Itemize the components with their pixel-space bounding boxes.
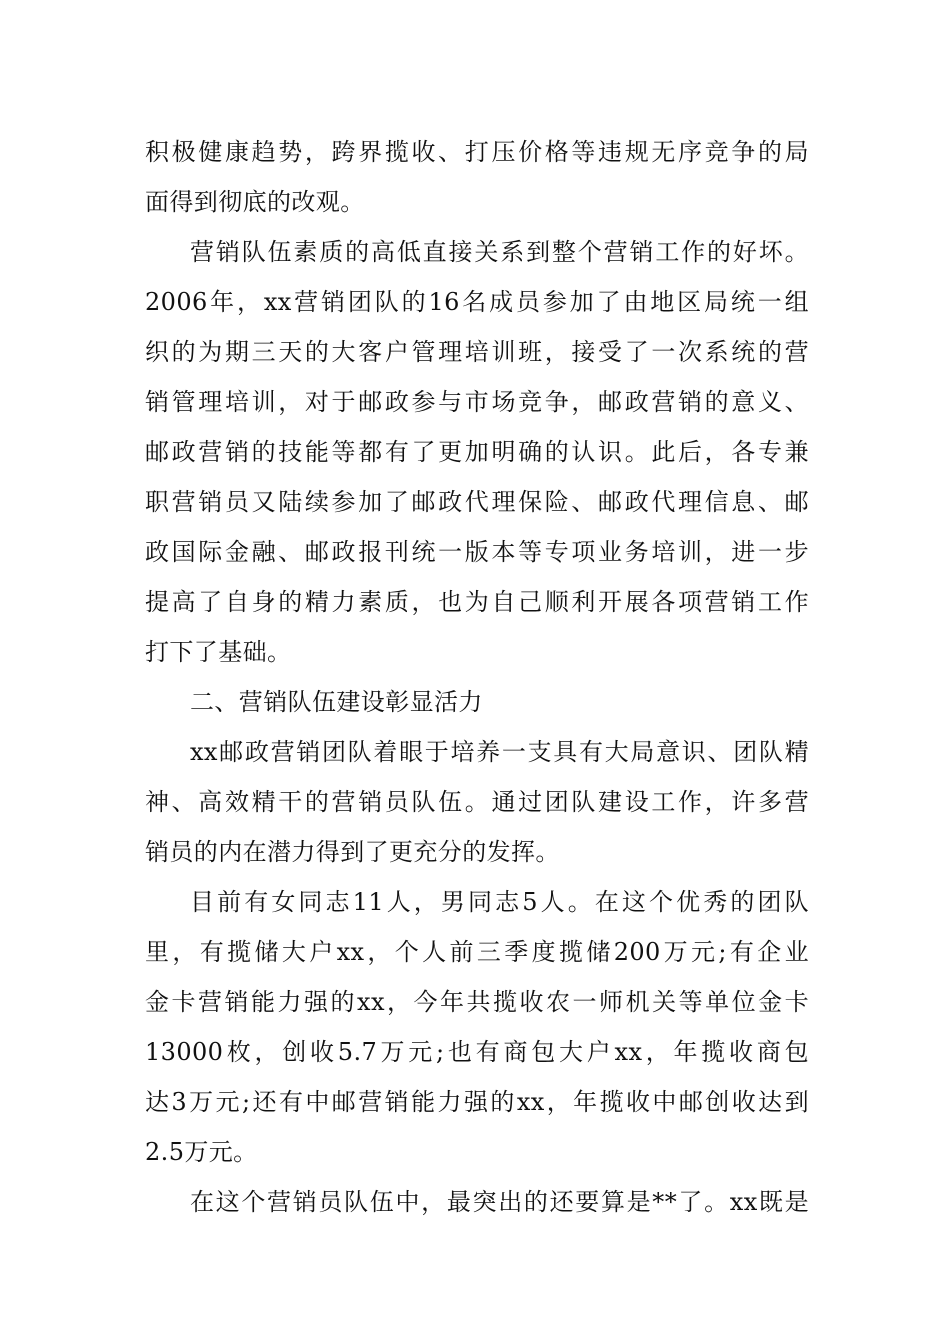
text-line: 2.5万元。 <box>145 1138 258 1166</box>
text-line: 达3万元;还有中邮营销能力强的xx，年揽收中邮创收达到 <box>145 1088 809 1116</box>
text-line: 织的为期三天的大客户管理培训班，接受了一次系统的营 <box>145 338 809 366</box>
text-line: 销管理培训，对于邮政参与市场竞争，邮政营销的意义、 <box>145 388 809 416</box>
section-heading: 二、营销队伍建设彰显活力 <box>190 688 483 716</box>
text-line: 积极健康趋势，跨界揽收、打压价格等违规无序竞争的局 <box>145 138 809 166</box>
text-line: 提高了自身的精力素质，也为自己顺利开展各项营销工作 <box>145 588 809 616</box>
text-line: 职营销员又陆续参加了邮政代理保险、邮政代理信息、邮 <box>145 488 809 516</box>
text-line: 销员的内在潜力得到了更充分的发挥。 <box>145 838 560 866</box>
text-line: 在这个营销员队伍中，最突出的还要算是**了。xx既是 <box>190 1188 809 1216</box>
text-line: 打下了基础。 <box>145 638 292 666</box>
text-line: xx邮政营销团队着眼于培养一支具有大局意识、团队精 <box>190 738 809 766</box>
text-line: 神、高效精干的营销员队伍。通过团队建设工作，许多营 <box>145 788 809 816</box>
text-line: 里，有揽储大户xx，个人前三季度揽储200万元;有企业 <box>145 938 809 966</box>
text-line: 目前有女同志11人，男同志5人。在这个优秀的团队 <box>190 888 809 916</box>
text-line: 政国际金融、邮政报刊统一版本等专项业务培训，进一步 <box>145 538 809 566</box>
text-line: 面得到彻底的改观。 <box>145 188 365 216</box>
text-line: 营销队伍素质的高低直接关系到整个营销工作的好坏。 <box>190 238 809 266</box>
text-line: 金卡营销能力强的xx，今年共揽收农一师机关等单位金卡 <box>145 988 809 1016</box>
text-line: 2006年，xx营销团队的16名成员参加了由地区局统一组 <box>145 288 809 316</box>
text-line: 13000枚，创收5.7万元;也有商包大户xx，年揽收商包 <box>145 1038 809 1066</box>
text-line: 邮政营销的技能等都有了更加明确的认识。此后，各专兼 <box>145 438 809 466</box>
